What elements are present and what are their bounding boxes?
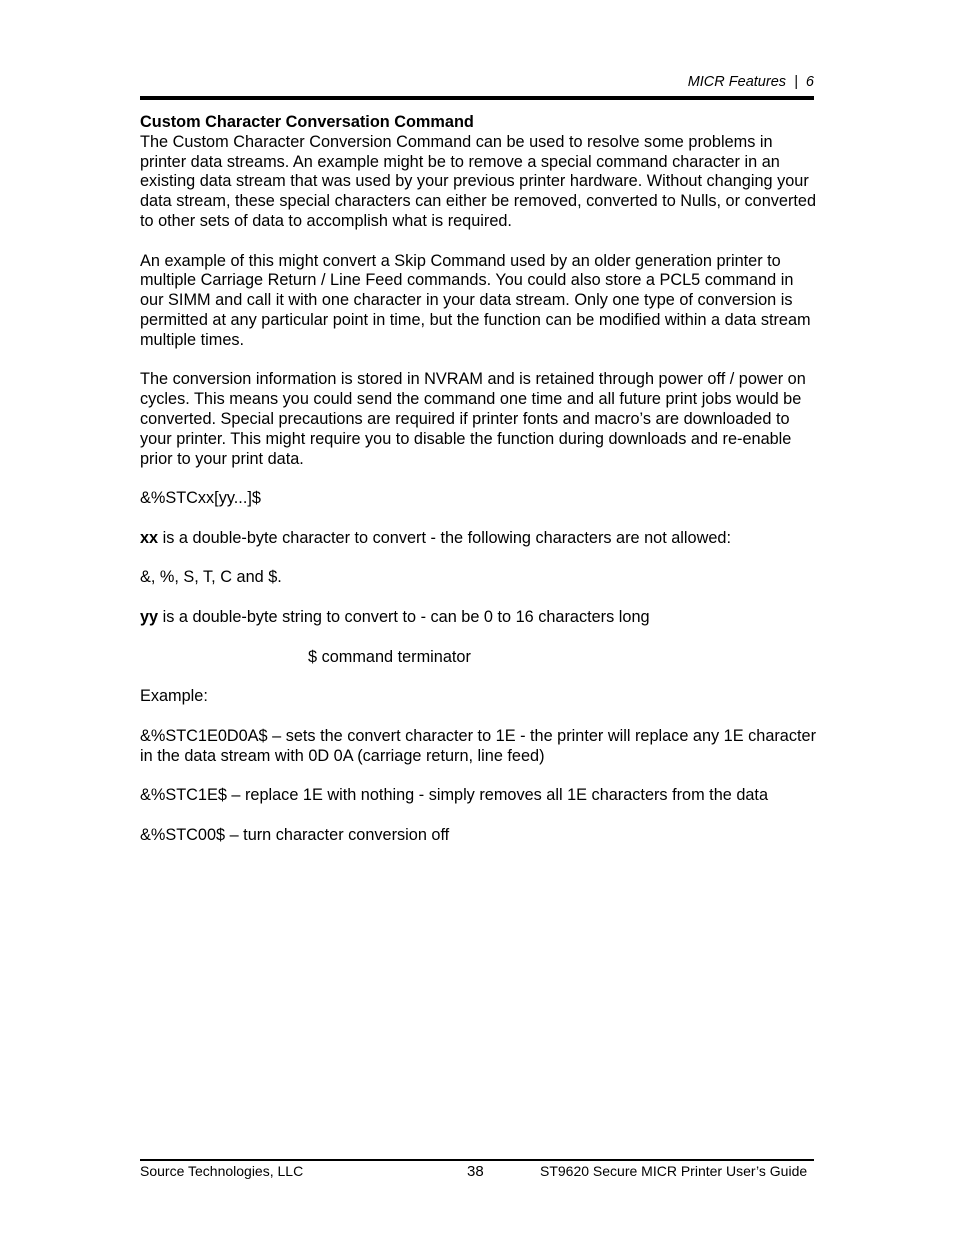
yy-description: is a double-byte string to convert to - can be 0 to 16 characters long [158,607,650,626]
example-1: &%STC1E0D0A$ – sets the convert character to 1E - the printer will replace any 1E character in the data stream with 0D 0A (carriage return, line feed) [140,726,816,765]
page-body [140,113,820,865]
yy-term: yy [140,607,159,626]
footer-rule [140,1159,814,1161]
running-header [140,74,814,91]
terminator-definition: $ command terminator [308,647,471,666]
example-3: &%STC00$ – turn character conversion off [140,825,450,844]
xx-definition [140,529,820,549]
disallowed-characters: &, %, S, T, C and $. [140,568,282,587]
xx-description: is a double-byte character to convert - the following characters are not allowed: [158,528,731,547]
footer-guide-title: ST9620 Secure MICR Printer User’s Guide [540,1163,808,1179]
header-separator: | [794,74,798,90]
yy-definition [140,608,820,628]
example-label: Example: [140,687,208,706]
xx-term: xx [140,528,159,547]
header-rule [140,96,814,100]
paragraph-3: The conversion information is stored in NVRAM and is retained through power off / power on cycles. This means you could send the command one time and all future print jobs would be converted. Special precautions are required if printer fonts and macro’s are downloaded to your printer. This might require you to disable the function during downloads and re-enable prior to your print data. [140,370,806,468]
example-2: &%STC1E$ – replace 1E with nothing - simply removes all 1E characters from the data [140,786,769,805]
paragraph-2: An example of this might convert a Skip Command used by an older generation printer to multiple Carriage Return / Line Feed commands. You could also store a PCL5 command in our SIMM and call it with one character in your data stream. Only one type of conversion is permitted at any particular point in time, but the function can be modified within a data stream multiple times. [140,251,811,349]
command-syntax: &%STCxx[yy...]$ [140,489,261,508]
footer-page-number: 38 [467,1163,484,1180]
header-page: 6 [805,74,814,90]
footer-company: Source Technologies, LLC [140,1163,304,1179]
paragraph-1: The Custom Character Conversion Command can be used to resolve some problems in printer data streams. An example might be to remove a special command character in an existing data stream that was used by your previous printer hardware. Without changing your data stream, these special characters can either be removed, converted to Nulls, or converted to other sets of data to accomplish what is required. [140,132,817,230]
header-section: MICR Features [687,74,787,90]
section-title: Custom Character Conversation Command [140,113,474,131]
